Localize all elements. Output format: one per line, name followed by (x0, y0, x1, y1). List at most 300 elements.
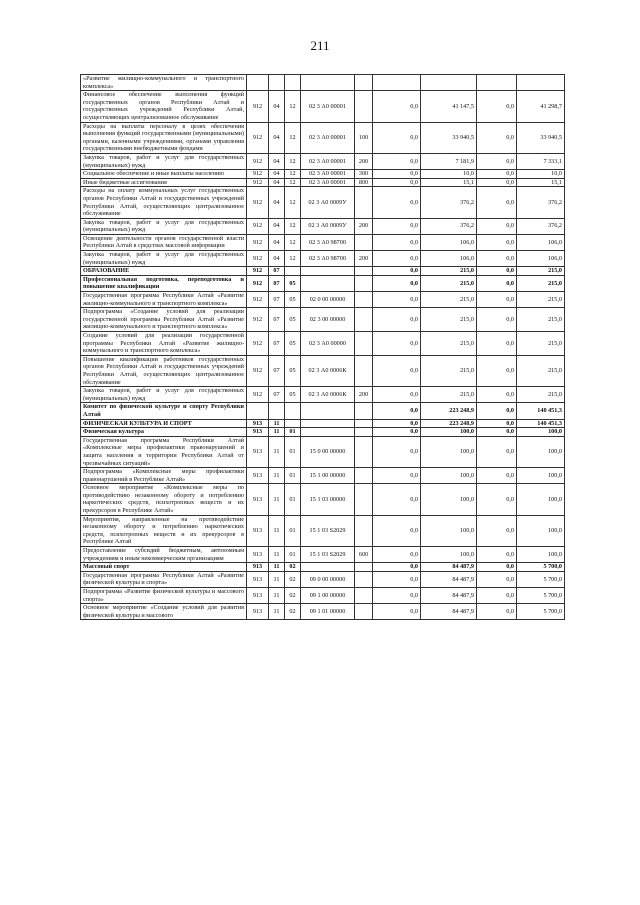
table-row (81, 234, 565, 250)
row-description: Социальное обеспечение и иные выплаты населению (81, 170, 247, 179)
row-amount-1: 0,0 (373, 355, 421, 386)
table-row (81, 275, 565, 291)
row-amount-3: 0,0 (477, 571, 517, 587)
row-description: Государственная программа Республики Алтай «Развитие физической культуры и спорта» (81, 571, 247, 587)
row-section: 07 (269, 267, 285, 276)
row-amount-4: 41 298,7 (517, 91, 565, 122)
row-admin-code: 912 (247, 332, 269, 356)
row-amount-3: 0,0 (477, 387, 517, 403)
row-subsection: 02 (285, 588, 301, 604)
row-admin-code: 913 (247, 419, 269, 428)
row-amount-1 (373, 75, 421, 91)
row-subsection (285, 75, 301, 91)
row-admin-code: 913 (247, 428, 269, 437)
row-description: Основное мероприятие «Комплексные меры по противодействию незаконному обороту и потреблению наркотических средств, психотропных веществ и их прекурсоров в Республике Алтай» (81, 484, 247, 515)
table-row (81, 563, 565, 572)
row-expense-type (355, 332, 373, 356)
row-subsection: 05 (285, 355, 301, 386)
row-section: 07 (269, 332, 285, 356)
row-amount-3: 0,0 (477, 122, 517, 153)
row-section: 04 (269, 187, 285, 218)
table-row (81, 547, 565, 563)
row-amount-2: 100,0 (421, 428, 477, 437)
row-subsection: 12 (285, 178, 301, 187)
row-amount-2: 215,0 (421, 355, 477, 386)
row-amount-4: 215,0 (517, 267, 565, 276)
row-subsection: 12 (285, 153, 301, 169)
row-subsection: 01 (285, 547, 301, 563)
row-admin-code: 912 (247, 122, 269, 153)
row-section: 04 (269, 122, 285, 153)
table-row (81, 251, 565, 267)
row-amount-2: 376,2 (421, 187, 477, 218)
table-row (81, 332, 565, 356)
row-target-article: 02 3 А0 0006К (301, 387, 355, 403)
row-subsection: 12 (285, 91, 301, 122)
row-target-article: 15 0 00 00000 (301, 436, 355, 467)
row-amount-4: 33 940,5 (517, 122, 565, 153)
row-target-article: 02 3 А0 98700 (301, 234, 355, 250)
row-amount-2: 10,0 (421, 170, 477, 179)
row-amount-1: 0,0 (373, 234, 421, 250)
row-amount-2: 84 487,9 (421, 563, 477, 572)
row-description: Создание условий для реализации государственной программы Республики Алтай «Развитие жилищно-коммунального и транспортного комплекса» (81, 332, 247, 356)
row-target-article: 02 3 А0 00000 (301, 332, 355, 356)
row-subsection: 05 (285, 275, 301, 291)
row-subsection: 12 (285, 122, 301, 153)
row-amount-1: 0,0 (373, 308, 421, 332)
row-admin-code: 912 (247, 153, 269, 169)
row-admin-code (247, 75, 269, 91)
table-row (81, 484, 565, 515)
row-section (269, 403, 285, 419)
table-row (81, 571, 565, 587)
row-amount-3: 0,0 (477, 547, 517, 563)
row-amount-1: 0,0 (373, 604, 421, 620)
row-description: Повышение квалификации работников государственных органов Республики Алтай и государственных учреждений Республики Алтай, осуществляющих централизованное обслуживание (81, 355, 247, 386)
row-amount-2: 100,0 (421, 468, 477, 484)
row-expense-type (355, 355, 373, 386)
row-target-article: 02 3 А0 0009У (301, 187, 355, 218)
row-amount-2: 100,0 (421, 547, 477, 563)
table-row (81, 292, 565, 308)
row-admin-code: 913 (247, 515, 269, 546)
row-section: 07 (269, 308, 285, 332)
row-admin-code: 912 (247, 275, 269, 291)
row-expense-type (355, 588, 373, 604)
row-amount-1: 0,0 (373, 187, 421, 218)
table-row (81, 403, 565, 419)
row-amount-3: 0,0 (477, 292, 517, 308)
row-description: Расходы на оплату коммунальных услуг государственных органов Республики Алтай и государственных учреждений Республики Алтай, осуществляющих централизованное обслуживание (81, 187, 247, 218)
row-target-article: 02 3 А0 0006К (301, 355, 355, 386)
row-amount-4: 100,0 (517, 515, 565, 546)
row-amount-1: 0,0 (373, 563, 421, 572)
row-amount-4: 15,1 (517, 178, 565, 187)
row-amount-4: 215,0 (517, 387, 565, 403)
row-amount-3: 0,0 (477, 308, 517, 332)
table-row (81, 428, 565, 437)
row-section: 04 (269, 178, 285, 187)
row-expense-type: 600 (355, 547, 373, 563)
row-description: Закупка товаров, работ и услуг для государственных (муниципальных) нужд (81, 153, 247, 169)
row-description: Закупка товаров, работ и услуг для государственных (муниципальных) нужд (81, 251, 247, 267)
row-admin-code: 913 (247, 604, 269, 620)
row-amount-4 (517, 75, 565, 91)
row-amount-1: 0,0 (373, 267, 421, 276)
row-target-article: 02 3 00 00000 (301, 308, 355, 332)
row-admin-code: 912 (247, 355, 269, 386)
row-subsection: 01 (285, 515, 301, 546)
row-admin-code: 913 (247, 484, 269, 515)
row-description: Закупка товаров, работ и услуг для государственных (муниципальных) нужд (81, 387, 247, 403)
row-target-article: 02 3 А0 98700 (301, 251, 355, 267)
row-amount-1: 0,0 (373, 292, 421, 308)
row-amount-3: 0,0 (477, 178, 517, 187)
row-subsection: 02 (285, 563, 301, 572)
row-section: 07 (269, 275, 285, 291)
row-description: ОБРАЗОВАНИЕ (81, 267, 247, 276)
row-amount-1: 0,0 (373, 515, 421, 546)
table-row (81, 153, 565, 169)
row-amount-1: 0,0 (373, 588, 421, 604)
row-amount-4: 140 451,3 (517, 403, 565, 419)
row-description: Предоставление субсидий бюджетным, автономным учреждениям и иным некоммерческим организациям (81, 547, 247, 563)
row-expense-type: 300 (355, 170, 373, 179)
row-section: 07 (269, 355, 285, 386)
row-amount-3: 0,0 (477, 170, 517, 179)
row-amount-4: 100,0 (517, 436, 565, 467)
row-expense-type: 200 (355, 153, 373, 169)
row-amount-2: 223 248,9 (421, 403, 477, 419)
row-amount-3: 0,0 (477, 468, 517, 484)
row-amount-2: 84 487,9 (421, 571, 477, 587)
row-amount-3: 0,0 (477, 588, 517, 604)
budget-table (80, 74, 565, 620)
row-amount-4: 5 700,0 (517, 571, 565, 587)
row-amount-1: 0,0 (373, 547, 421, 563)
row-description: Подпрограмма «Комплексные меры профилактики правонарушений в Республике Алтай» (81, 468, 247, 484)
row-amount-3: 0,0 (477, 515, 517, 546)
row-expense-type (355, 468, 373, 484)
row-subsection: 01 (285, 436, 301, 467)
row-admin-code: 913 (247, 547, 269, 563)
row-subsection: 05 (285, 292, 301, 308)
row-expense-type (355, 419, 373, 428)
row-subsection: 01 (285, 484, 301, 515)
row-admin-code: 912 (247, 178, 269, 187)
row-amount-4: 100,0 (517, 547, 565, 563)
row-amount-4: 215,0 (517, 332, 565, 356)
table-row (81, 419, 565, 428)
row-section: 11 (269, 484, 285, 515)
table-row (81, 468, 565, 484)
row-amount-1: 0,0 (373, 436, 421, 467)
row-amount-3: 0,0 (477, 267, 517, 276)
row-expense-type (355, 428, 373, 437)
row-amount-4: 106,0 (517, 251, 565, 267)
row-amount-1: 0,0 (373, 387, 421, 403)
table-row (81, 436, 565, 467)
row-admin-code: 912 (247, 187, 269, 218)
row-expense-type (355, 75, 373, 91)
row-section: 07 (269, 292, 285, 308)
row-expense-type: 200 (355, 218, 373, 234)
row-amount-1: 0,0 (373, 468, 421, 484)
row-amount-3 (477, 75, 517, 91)
row-admin-code: 912 (247, 234, 269, 250)
table-row (81, 187, 565, 218)
row-target-article: 02 3 А0 00001 (301, 91, 355, 122)
row-amount-4: 100,0 (517, 428, 565, 437)
row-amount-4: 376,2 (517, 187, 565, 218)
row-target-article (301, 428, 355, 437)
row-amount-3: 0,0 (477, 251, 517, 267)
row-amount-4: 5 700,0 (517, 563, 565, 572)
row-amount-3: 0,0 (477, 436, 517, 467)
row-admin-code: 912 (247, 267, 269, 276)
row-amount-4: 215,0 (517, 355, 565, 386)
row-description: Государственная программа Республики Алтай «Развитие жилищно-коммунального и транспортного комплекса» (81, 292, 247, 308)
row-admin-code: 912 (247, 251, 269, 267)
row-section: 04 (269, 234, 285, 250)
row-amount-3: 0,0 (477, 234, 517, 250)
row-expense-type (355, 403, 373, 419)
row-target-article (301, 563, 355, 572)
row-section: 11 (269, 588, 285, 604)
row-amount-3: 0,0 (477, 604, 517, 620)
row-expense-type (355, 292, 373, 308)
row-amount-3: 0,0 (477, 153, 517, 169)
row-amount-1: 0,0 (373, 275, 421, 291)
row-amount-3: 0,0 (477, 563, 517, 572)
row-subsection (285, 403, 301, 419)
row-target-article: 15 1 03 S2029 (301, 547, 355, 563)
row-amount-1: 0,0 (373, 170, 421, 179)
row-section: 04 (269, 153, 285, 169)
row-description: «Развитие жилищно-коммунального и транспортного комплекса» (81, 75, 247, 91)
row-amount-1: 0,0 (373, 484, 421, 515)
row-amount-4: 5 700,0 (517, 604, 565, 620)
row-section: 11 (269, 428, 285, 437)
row-amount-4: 376,2 (517, 218, 565, 234)
row-description: Мероприятия, направленные на противодействие незаконному обороту и потреблению наркотических средств, психотропных веществ и их прекурсоров в Республике Алтай (81, 515, 247, 546)
row-amount-1: 0,0 (373, 571, 421, 587)
row-amount-2: 100,0 (421, 515, 477, 546)
row-amount-1: 0,0 (373, 178, 421, 187)
row-expense-type (355, 563, 373, 572)
row-expense-type (355, 604, 373, 620)
row-target-article: 02 3 А0 00001 (301, 153, 355, 169)
row-admin-code: 912 (247, 387, 269, 403)
row-description: Освещение деятельности органов государственной власти Республики Алтай в средствах массовой информации (81, 234, 247, 250)
row-description: Массовый спорт (81, 563, 247, 572)
row-target-article (301, 403, 355, 419)
row-amount-3: 0,0 (477, 484, 517, 515)
row-amount-4: 100,0 (517, 484, 565, 515)
row-section: 11 (269, 571, 285, 587)
row-section (269, 75, 285, 91)
row-amount-3: 0,0 (477, 403, 517, 419)
row-amount-4: 100,0 (517, 468, 565, 484)
row-admin-code: 912 (247, 218, 269, 234)
row-section: 07 (269, 387, 285, 403)
row-section: 11 (269, 468, 285, 484)
row-admin-code: 912 (247, 292, 269, 308)
row-expense-type (355, 234, 373, 250)
row-amount-1: 0,0 (373, 122, 421, 153)
row-amount-4: 215,0 (517, 308, 565, 332)
row-amount-2: 106,0 (421, 234, 477, 250)
row-amount-4: 215,0 (517, 275, 565, 291)
row-expense-type (355, 436, 373, 467)
row-subsection: 01 (285, 428, 301, 437)
row-description: Физическая культура (81, 428, 247, 437)
table-row (81, 588, 565, 604)
row-amount-2 (421, 75, 477, 91)
table-row (81, 218, 565, 234)
row-subsection: 12 (285, 251, 301, 267)
row-target-article (301, 75, 355, 91)
row-subsection: 12 (285, 218, 301, 234)
row-description: Закупка товаров, работ и услуг для государственных (муниципальных) нужд (81, 218, 247, 234)
row-expense-type: 800 (355, 178, 373, 187)
row-section: 11 (269, 419, 285, 428)
row-amount-2: 215,0 (421, 387, 477, 403)
table-row (81, 604, 565, 620)
row-expense-type (355, 267, 373, 276)
row-amount-2: 7 181,9 (421, 153, 477, 169)
row-amount-2: 84 487,9 (421, 588, 477, 604)
row-expense-type (355, 571, 373, 587)
row-expense-type: 100 (355, 122, 373, 153)
row-amount-2: 215,0 (421, 267, 477, 276)
row-description: Расходы на выплаты персоналу в целях обеспечения выполнения функций государственными (муниципальными) органами, казенными учреждениями, органами управления государственными внебюджетными фондами (81, 122, 247, 153)
row-amount-2: 215,0 (421, 292, 477, 308)
row-amount-2: 33 940,5 (421, 122, 477, 153)
row-description: ФИЗИЧЕСКАЯ КУЛЬТУРА И СПОРТ (81, 419, 247, 428)
row-description: Иные бюджетные ассигнования (81, 178, 247, 187)
row-target-article (301, 419, 355, 428)
row-admin-code: 912 (247, 170, 269, 179)
row-amount-2: 100,0 (421, 484, 477, 515)
row-section: 04 (269, 170, 285, 179)
row-description: Финансовое обеспечение выполнения функций государственных органов Республики Алтай и государственных учреждений Республики Алтай, осуществляющих централизованное обслуживание (81, 91, 247, 122)
row-subsection (285, 419, 301, 428)
row-target-article: 15 1 00 00000 (301, 468, 355, 484)
row-amount-1: 0,0 (373, 428, 421, 437)
row-expense-type (355, 515, 373, 546)
row-amount-3: 0,0 (477, 187, 517, 218)
row-subsection: 05 (285, 308, 301, 332)
table-row (81, 91, 565, 122)
row-target-article: 09 0 00 00000 (301, 571, 355, 587)
row-target-article: 02 3 А0 00001 (301, 178, 355, 187)
table-row (81, 515, 565, 546)
row-section: 11 (269, 563, 285, 572)
row-section: 04 (269, 91, 285, 122)
table-row (81, 170, 565, 179)
row-target-article: 02 0 00 00000 (301, 292, 355, 308)
row-section: 04 (269, 218, 285, 234)
row-amount-1: 0,0 (373, 218, 421, 234)
table-row (81, 122, 565, 153)
row-admin-code: 913 (247, 468, 269, 484)
row-admin-code: 913 (247, 436, 269, 467)
row-description: Государственная программа Республики Алтай «Комплексные меры профилактики правонарушений и защита населения и территории Республики Алтай от чрезвычайных ситуаций» (81, 436, 247, 467)
row-admin-code: 913 (247, 588, 269, 604)
row-expense-type (355, 187, 373, 218)
row-amount-3: 0,0 (477, 332, 517, 356)
row-expense-type (355, 91, 373, 122)
row-subsection: 12 (285, 170, 301, 179)
row-description: Основное мероприятие «Создание условий для развития физической культуры и массового (81, 604, 247, 620)
row-amount-3: 0,0 (477, 275, 517, 291)
row-target-article: 15 1 03 S2029 (301, 515, 355, 546)
row-amount-2: 41 147,5 (421, 91, 477, 122)
row-amount-4: 10,0 (517, 170, 565, 179)
table-row (81, 387, 565, 403)
row-amount-4: 7 333,1 (517, 153, 565, 169)
row-amount-2: 215,0 (421, 308, 477, 332)
row-amount-1: 0,0 (373, 91, 421, 122)
row-expense-type (355, 484, 373, 515)
row-target-article: 15 1 03 00000 (301, 484, 355, 515)
row-subsection: 12 (285, 187, 301, 218)
row-amount-1: 0,0 (373, 419, 421, 428)
row-amount-2: 223 248,9 (421, 419, 477, 428)
row-section: 04 (269, 251, 285, 267)
row-subsection: 02 (285, 571, 301, 587)
row-amount-1: 0,0 (373, 403, 421, 419)
row-amount-2: 15,1 (421, 178, 477, 187)
row-section: 11 (269, 436, 285, 467)
table-row (81, 178, 565, 187)
row-amount-1: 0,0 (373, 251, 421, 267)
row-expense-type: 200 (355, 387, 373, 403)
row-target-article: 02 3 А0 00001 (301, 122, 355, 153)
row-admin-code: 913 (247, 571, 269, 587)
row-subsection: 05 (285, 387, 301, 403)
row-subsection: 01 (285, 468, 301, 484)
row-amount-2: 100,0 (421, 436, 477, 467)
row-amount-1: 0,0 (373, 153, 421, 169)
row-section: 11 (269, 547, 285, 563)
row-amount-3: 0,0 (477, 419, 517, 428)
row-target-article (301, 267, 355, 276)
row-admin-code: 913 (247, 563, 269, 572)
row-description: Подпрограмма «Создание условий для реализации государственной программы Республики Алтай «Развитие жилищно-коммунального и транспортного комплекса» (81, 308, 247, 332)
row-target-article: 09 1 01 00000 (301, 604, 355, 620)
table-row (81, 75, 565, 91)
row-section: 11 (269, 604, 285, 620)
row-description: Профессиональная подготовка, переподготовка и повышение квалификации (81, 275, 247, 291)
row-amount-4: 5 700,0 (517, 588, 565, 604)
row-amount-3: 0,0 (477, 428, 517, 437)
row-target-article (301, 275, 355, 291)
row-expense-type: 200 (355, 251, 373, 267)
row-admin-code: 912 (247, 91, 269, 122)
row-expense-type (355, 275, 373, 291)
row-amount-3: 0,0 (477, 91, 517, 122)
row-target-article: 02 3 А0 00001 (301, 170, 355, 179)
row-amount-4: 140 451,3 (517, 419, 565, 428)
row-expense-type (355, 308, 373, 332)
table-row (81, 355, 565, 386)
row-target-article: 02 3 А0 0009У (301, 218, 355, 234)
row-admin-code: 912 (247, 308, 269, 332)
row-amount-2: 84 487,9 (421, 604, 477, 620)
